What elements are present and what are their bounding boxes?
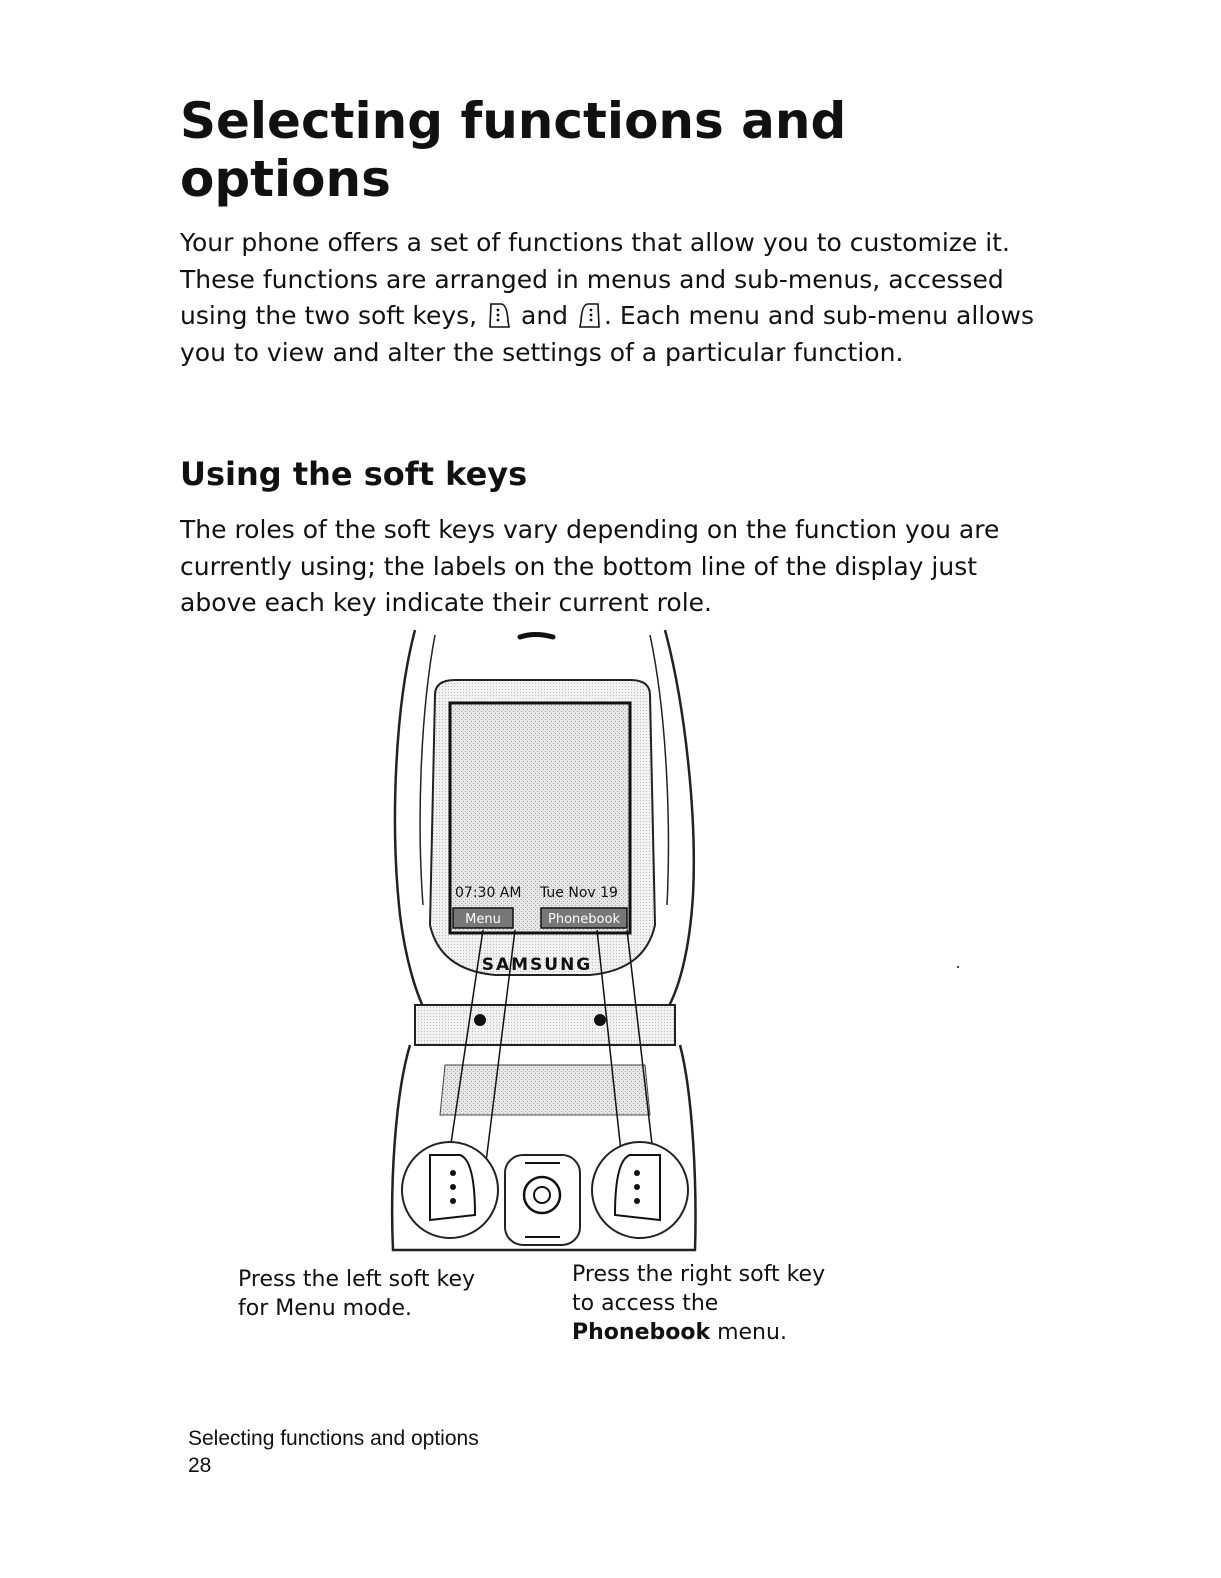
right-caption-line-1: Press the right soft key (572, 1262, 826, 1287)
section-body: The roles of the soft keys vary depending on the function you are currently using; the labels on the bottom line of the display just above each key indicate their current role. (180, 515, 1000, 617)
page-title-line-2: options (180, 150, 391, 208)
screen-time: 07:30 AM (455, 885, 522, 901)
intro-paragraph (180, 225, 1060, 371)
brand-logo: SAMSUNG (481, 955, 593, 975)
speaker-slot (520, 635, 553, 638)
right-caption-line-2: to access the (572, 1291, 719, 1316)
intro-text-between: and (513, 301, 576, 330)
phonebook-menu-name: Phonebook (572, 1320, 711, 1345)
hinge-dot-left (474, 1014, 486, 1026)
left-caption-line-1: Press the left soft key (238, 1267, 476, 1292)
footer-chapter-title: Selecting functions and options (188, 1427, 479, 1450)
right-caption-tail: menu. (710, 1320, 787, 1345)
section-title: Using the soft keys (180, 455, 528, 493)
center-select-key (524, 1177, 560, 1213)
screen-right-soft-label: Phonebook (548, 912, 620, 927)
screen-date: Tue Nov 19 (540, 885, 618, 901)
intro-text-2: . Each menu and sub-menu allows you to view and alter the settings of a particular function. (180, 301, 1035, 367)
right-soft-key-icon (578, 301, 602, 329)
left-caption-line-2: for Menu mode. (238, 1296, 413, 1321)
left-soft-key-icon (487, 301, 511, 329)
page-footer (188, 1425, 479, 1479)
page-title (180, 92, 940, 208)
right-soft-key-caption (572, 1260, 892, 1347)
scan-speck (957, 966, 959, 968)
page-title-line-1: Selecting functions and (180, 92, 847, 150)
screen-left-soft-label: Menu (465, 912, 501, 927)
phone-illustration (375, 625, 715, 1255)
hinge-dot-right (594, 1014, 606, 1026)
intro-text-1: Your phone offers a set of functions that allow you to customize it. These functions are arranged in menus and sub-menus, accessed using the two soft keys, (180, 228, 1010, 330)
footer-page-number: 28 (188, 1454, 212, 1477)
left-soft-key-caption (238, 1265, 538, 1323)
